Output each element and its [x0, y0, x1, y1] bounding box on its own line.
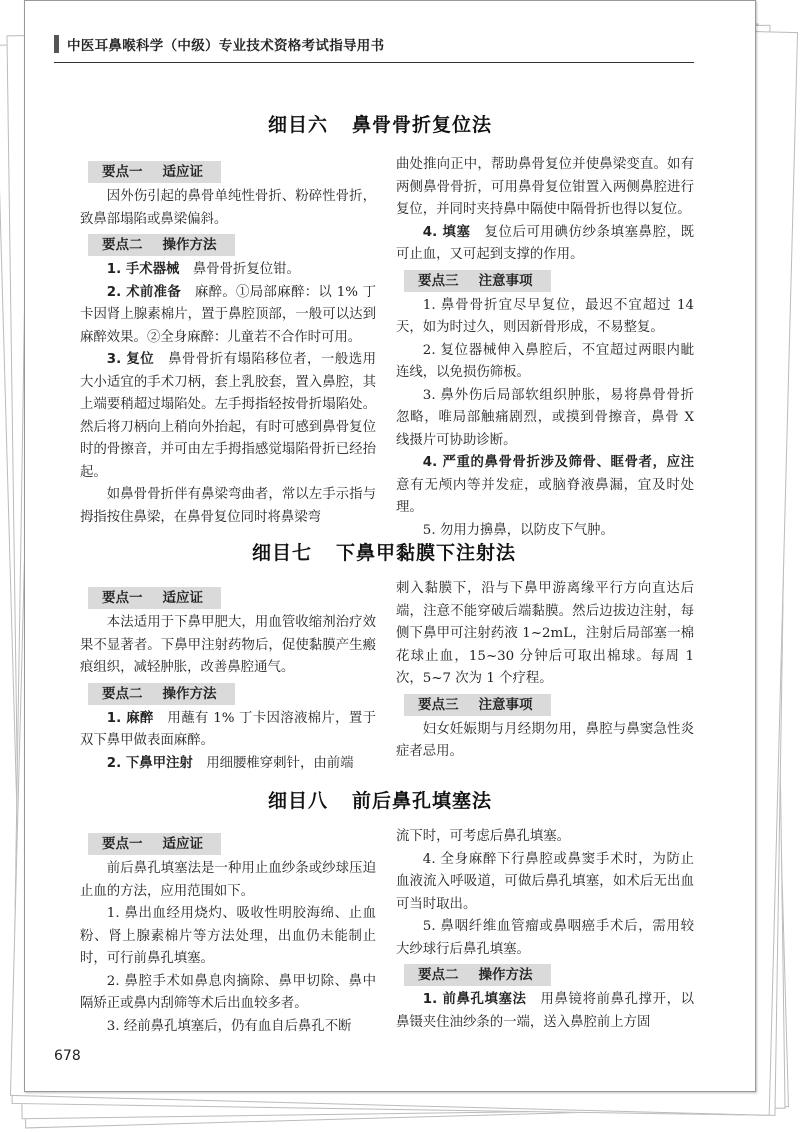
paragraph: 1. 鼻出血经用烧灼、吸收性明胶海绵、止血粉、肾上腺素棉片等方法处理，出血仍未能制止时，可行前鼻孔填塞。 [80, 906, 376, 966]
paragraph: 3. 复位 鼻骨骨折有塌陷移位者，一般选用大小适宜的手术刀柄，套上乳胶套，置入鼻腔，其上端要稍超过塌陷处。左手拇指轻按骨折塌陷处。然后将刀柄向上稍向外抬起，有时可感到鼻骨复位时的骨擦音，并可由左手拇指感觉塌陷骨折已经抬起。 [80, 352, 377, 480]
section-7-right-column [396, 578, 694, 764]
paragraph: 1. 鼻骨骨折宜尽早复位，最迟不宜超过 14 天，如为时过久，则因新骨形成，不易整复。 [396, 297, 694, 335]
point-heading: 要点一 适应证 [88, 833, 221, 855]
section-8-right-column [396, 826, 694, 1034]
paragraph: 流下时，可考虑后鼻孔填塞。 [396, 829, 571, 844]
section-name: 下鼻甲黏膜下注射法 [336, 542, 517, 564]
paragraph: 如鼻骨骨折伴有鼻梁弯曲者，常以左手示指与拇指按住鼻梁，在鼻骨复位同时将鼻梁弯 [80, 487, 376, 525]
point-heading: 要点二 操作方法 [88, 234, 235, 256]
section-number: 细目八 [268, 790, 329, 812]
section-number: 细目七 [252, 542, 313, 564]
paragraph: 4. 填塞 复位后可用碘仿纱条填塞鼻腔，既可止血，又可起到支撑的作用。 [396, 224, 695, 262]
section-6-left-column [80, 158, 376, 529]
paragraph: 2. 鼻腔手术如鼻息肉摘除、鼻甲切除、鼻中隔矫正或鼻内刮筛等术后出血较多者。 [80, 973, 376, 1011]
point-heading: 要点一 适应证 [88, 161, 221, 183]
paragraph: 本法适用于下鼻甲肥大，用血管收缩剂治疗效果不显著者。下鼻甲注射药物后，促使黏膜产生瘢痕组织，减轻肿胀，改善鼻腔通气。 [80, 615, 376, 675]
paragraph: 3. 经前鼻孔填塞后，仍有血自后鼻孔不断 [106, 1018, 352, 1034]
section-name: 前后鼻孔填塞法 [352, 790, 493, 812]
paragraph: 2. 术前准备 麻醉。①局部麻醉：以 1% 丁卡因肾上腺素棉片，置于鼻腔顶部，一般可以达到麻醉效果。②全身麻醉：儿童若不合作时可用。 [80, 284, 376, 345]
paragraph: 妇女妊娠期与月经期勿用，鼻腔与鼻窦急性炎症者忌用。 [396, 721, 694, 759]
paragraph: 1. 手术器械 鼻骨骨折复位钳。 [106, 262, 300, 277]
paragraph: 2. 复位器械伸入鼻腔后，不宜超过两眼内眦连线，以免损伤筛板。 [396, 342, 694, 380]
paragraph: 5. 勿用力擤鼻，以防皮下气肿。 [422, 522, 614, 538]
header-marker [54, 35, 59, 53]
paragraph: 1. 麻醉 用蘸有 1% 丁卡因溶液棉片，置于双下鼻甲做表面麻醉。 [80, 710, 376, 748]
paragraph: 2. 下鼻甲注射 用细腰椎穿刺针，由前端 [106, 755, 354, 771]
section-6-right-column [396, 154, 694, 542]
paragraph: 4. 严重的鼻骨骨折涉及筛骨、眶骨者，应注意有无颅内等并发症，或脑脊液鼻漏，宜及时处理。 [396, 455, 694, 515]
paragraph: 4. 全身麻醉下行鼻腔或鼻窦手术时，为防止血液流入呼吸道，可做后鼻孔填塞，如术后无出血可当时取出。 [396, 851, 694, 912]
page-number: 678 [54, 1048, 81, 1064]
paragraph: 因外伤引起的鼻骨单纯性骨折、粉碎性骨折，致鼻部塌陷或鼻梁偏斜。 [80, 189, 376, 227]
section-title-8 [268, 786, 492, 813]
point-heading: 要点三 注意事项 [404, 694, 551, 716]
section-title-7 [252, 538, 516, 565]
header-title: 中医耳鼻喉科学（中级）专业技术资格考试指导用书 [67, 38, 385, 54]
point-heading: 要点二 操作方法 [88, 683, 235, 705]
section-7-left-column [80, 584, 376, 775]
point-heading: 要点一 适应证 [88, 587, 221, 609]
paragraph: 前后鼻孔填塞法是一种用止血纱条或纱球压迫止血的方法，应用范围如下。 [80, 861, 376, 899]
header-divider [54, 62, 694, 63]
paragraph: 1. 前鼻孔填塞法 用鼻镜将前鼻孔撑开，以鼻镊夹住油纱条的一端，送入鼻腔前上方固 [396, 992, 695, 1030]
paragraph: 刺入黏膜下，沿与下鼻甲游离缘平行方向直达后端，注意不能穿破后端黏膜。然后边拔边注射，每侧下鼻甲可注射药液 1~2mL，注射后局部塞一棉花球止血，15~30 分钟后可取出棉球。每周 1 次，5~7 次为 1 个疗程。 [396, 581, 694, 686]
section-number: 细目六 [268, 114, 329, 136]
running-header [54, 34, 384, 54]
paragraph: 3. 鼻外伤后局部软组织肿胀，易将鼻骨骨折忽略，唯局部触痛剧烈，或摸到骨擦音，鼻骨 X 线摄片可协助诊断。 [396, 387, 694, 448]
paragraph: 曲处推向正中，帮助鼻骨复位并使鼻梁变直。如有两侧鼻骨骨折，可用鼻骨复位钳置入两侧鼻腔进行复位，并同时夹持鼻中隔使中隔骨折也得以复位。 [396, 157, 694, 217]
section-8-left-column [80, 830, 376, 1038]
section-title-6 [268, 110, 492, 137]
section-name: 鼻骨骨折复位法 [352, 114, 493, 136]
point-heading: 要点二 操作方法 [404, 964, 551, 986]
paragraph: 5. 鼻咽纤维血管瘤或鼻咽癌手术后，需用较大纱球行后鼻孔填塞。 [396, 919, 694, 957]
point-heading: 要点三 注意事项 [404, 270, 551, 292]
